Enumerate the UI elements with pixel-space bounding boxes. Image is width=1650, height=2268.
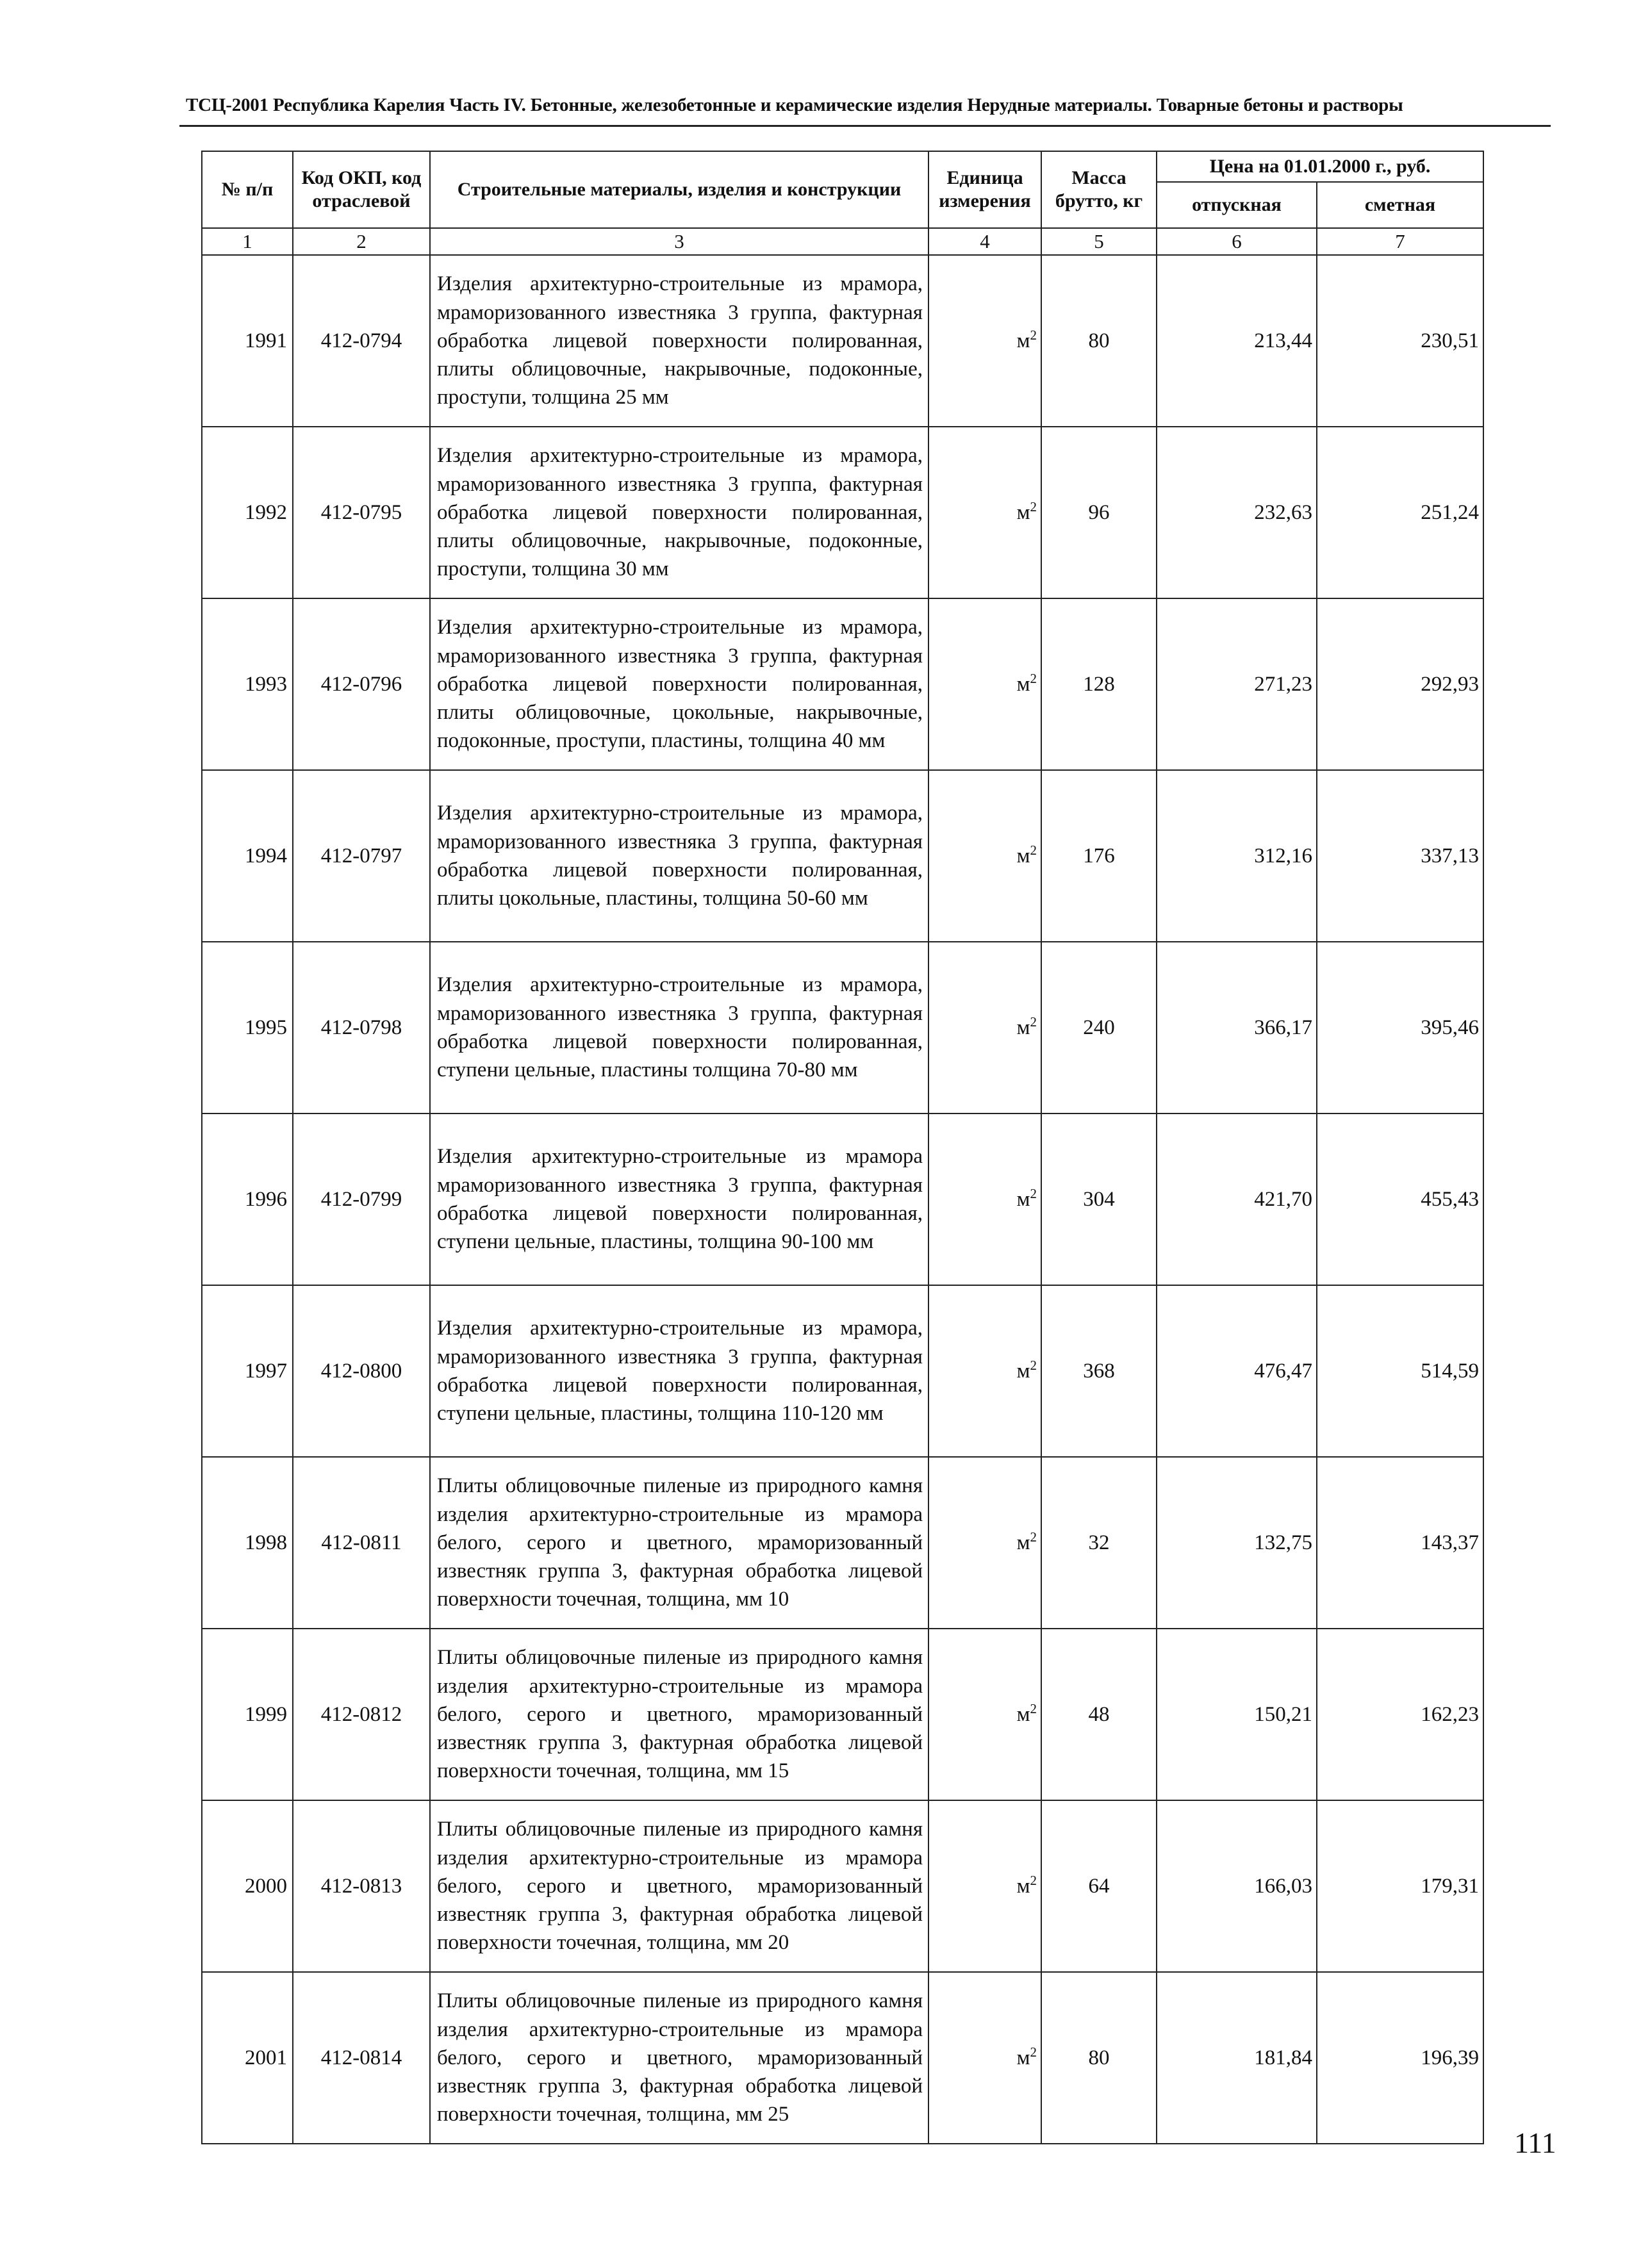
header-mass: Масса брутто, кг [1041,151,1157,228]
row-number: 2001 [202,1972,293,2144]
table-row [202,1629,1483,1800]
column-number: 1 [202,228,293,255]
row-number: 1997 [202,1285,293,1457]
gross-mass: 304 [1041,1113,1157,1285]
price-estimate: 292,93 [1317,598,1483,770]
gross-mass: 128 [1041,598,1157,770]
table-row [202,427,1483,598]
table-row [202,1113,1483,1285]
unit-exponent: 2 [1030,1872,1037,1888]
column-number: 7 [1317,228,1483,255]
header-rule [179,125,1551,127]
gross-mass: 64 [1041,1800,1157,1972]
column-number: 5 [1041,228,1157,255]
unit-exponent: 2 [1030,1529,1037,1545]
unit-base: м [1016,500,1030,524]
unit-cell [928,427,1041,598]
unit-exponent: 2 [1030,2044,1037,2060]
unit-exponent: 2 [1030,670,1037,686]
unit-cell [928,1113,1041,1285]
unit-cell [928,1629,1041,1800]
material-description: Изделия архитектурно-строительные из мрамора, мраморизованного известняка 3 группа, фактурная обработка лицевой поверхности полированная, плиты облицовочные, накрывочные, подоконные, проступи, толщина 25 мм [430,255,928,427]
okp-code: 412-0813 [293,1800,430,1972]
price-estimate: 179,31 [1317,1800,1483,1972]
okp-code: 412-0795 [293,427,430,598]
column-number: 4 [928,228,1041,255]
unit-cell [928,1800,1041,1972]
row-number: 1999 [202,1629,293,1800]
price-wholesale: 213,44 [1157,255,1317,427]
unit-base: м [1016,1359,1030,1383]
unit-base: м [1016,1702,1030,1726]
price-estimate: 196,39 [1317,1972,1483,2144]
column-number: 6 [1157,228,1317,255]
gross-mass: 96 [1041,427,1157,598]
header-price-group: Цена на 01.01.2000 г., руб. [1157,151,1483,182]
price-wholesale: 181,84 [1157,1972,1317,2144]
okp-code: 412-0799 [293,1113,430,1285]
header-price-estimate: сметная [1317,182,1483,228]
material-description: Плиты облицовочные пиленые из природного камня изделия архитектурно-строительные из мрамора белого, серого и цветного, мраморизованный известняк группа 3, фактурная обработка лицевой поверхности точечная, толщина, мм 10 [430,1457,928,1629]
gross-mass: 80 [1041,255,1157,427]
material-description: Плиты облицовочные пиленые из природного камня изделия архитектурно-строительные из мрамора белого, серого и цветного, мраморизованный известняк группа 3, фактурная обработка лицевой поверхности точечная, толщина, мм 15 [430,1629,928,1800]
row-number: 2000 [202,1800,293,1972]
column-number: 3 [430,228,928,255]
okp-code: 412-0794 [293,255,430,427]
unit-base: м [1016,329,1030,352]
unit-base: м [1016,1531,1030,1554]
material-description: Изделия архитектурно-строительные из мрамора, мраморизованного известняка 3 группа, фактурная обработка лицевой поверхности полированная, плиты облицовочные, накрывочные, подоконные, проступи, толщина 30 мм [430,427,928,598]
price-wholesale: 312,16 [1157,770,1317,942]
gross-mass: 32 [1041,1457,1157,1629]
table-row [202,255,1483,427]
row-number: 1993 [202,598,293,770]
material-description: Изделия архитектурно-строительные из мрамора мраморизованного известняка 3 группа, фактурная обработка лицевой поверхности полированная, ступени цельные, пластины, толщина 90-100 мм [430,1113,928,1285]
unit-cell [928,1457,1041,1629]
header-code: Код ОКП, код отраслевой [293,151,430,228]
okp-code: 412-0798 [293,942,430,1113]
header-unit: Единица измерения [928,151,1041,228]
header-name: Строительные материалы, изделия и конструкции [430,151,928,228]
material-description: Изделия архитектурно-строительные из мрамора, мраморизованного известняка 3 группа, фактурная обработка лицевой поверхности полированная, ступени цельные, пластины, толщина 110-120 мм [430,1285,928,1457]
header-num: № п/п [202,151,293,228]
price-wholesale: 271,23 [1157,598,1317,770]
unit-base: м [1016,2046,1030,2069]
price-wholesale: 421,70 [1157,1113,1317,1285]
column-number-row [202,228,1483,255]
price-wholesale: 476,47 [1157,1285,1317,1457]
row-number: 1998 [202,1457,293,1629]
gross-mass: 176 [1041,770,1157,942]
unit-exponent: 2 [1030,1700,1037,1716]
material-description: Изделия архитектурно-строительные из мрамора, мраморизованного известняка 3 группа, фактурная обработка лицевой поверхности полированная, плиты цокольные, пластины, толщина 50-60 мм [430,770,928,942]
gross-mass: 240 [1041,942,1157,1113]
table-row [202,770,1483,942]
okp-code: 412-0800 [293,1285,430,1457]
price-wholesale: 150,21 [1157,1629,1317,1800]
table-body [202,255,1483,2144]
unit-exponent: 2 [1030,498,1037,514]
unit-base: м [1016,844,1030,867]
unit-exponent: 2 [1030,327,1037,343]
row-number: 1995 [202,942,293,1113]
okp-code: 412-0796 [293,598,430,770]
header-price-wholesale: отпускная [1157,182,1317,228]
price-estimate: 337,13 [1317,770,1483,942]
row-number: 1992 [202,427,293,598]
material-description: Изделия архитектурно-строительные из мрамора, мраморизованного известняка 3 группа, фактурная обработка лицевой поверхности полированная, ступени цельные, пластины толщина 70-80 мм [430,942,928,1113]
unit-cell [928,598,1041,770]
table-row [202,1800,1483,1972]
gross-mass: 80 [1041,1972,1157,2144]
price-estimate: 395,46 [1317,942,1483,1113]
table-row [202,598,1483,770]
okp-code: 412-0814 [293,1972,430,2144]
row-number: 1991 [202,255,293,427]
price-estimate: 514,59 [1317,1285,1483,1457]
price-table [201,151,1484,2144]
unit-base: м [1016,672,1030,696]
unit-base: м [1016,1187,1030,1211]
price-wholesale: 166,03 [1157,1800,1317,1972]
okp-code: 412-0811 [293,1457,430,1629]
material-description: Плиты облицовочные пиленые из природного камня изделия архитектурно-строительные из мрамора белого, серого и цветного, мраморизованный известняк группа 3, фактурная обработка лицевой поверхности точечная, толщина, мм 20 [430,1800,928,1972]
running-header: ТСЦ-2001 Республика Карелия Часть IV. Бетонные, железобетонные и керамические изделия Нерудные материалы. Товарные бетоны и растворы [186,95,1403,115]
unit-exponent: 2 [1030,1185,1037,1201]
table-row [202,1285,1483,1457]
okp-code: 412-0797 [293,770,430,942]
table-head [202,151,1483,255]
gross-mass: 48 [1041,1629,1157,1800]
gross-mass: 368 [1041,1285,1157,1457]
unit-cell [928,1285,1041,1457]
unit-base: м [1016,1874,1030,1898]
page-number: 111 [1514,2126,1556,2159]
price-estimate: 251,24 [1317,427,1483,598]
okp-code: 412-0812 [293,1629,430,1800]
unit-cell [928,1972,1041,2144]
row-number: 1994 [202,770,293,942]
price-estimate: 143,37 [1317,1457,1483,1629]
price-wholesale: 366,17 [1157,942,1317,1113]
unit-cell [928,255,1041,427]
table-row [202,1457,1483,1629]
unit-exponent: 2 [1030,842,1037,858]
material-description: Плиты облицовочные пиленые из природного камня изделия архитектурно-строительные из мрамора белого, серого и цветного, мраморизованный известняк группа 3, фактурная обработка лицевой поверхности точечная, толщина, мм 25 [430,1972,928,2144]
price-estimate: 230,51 [1317,255,1483,427]
price-estimate: 162,23 [1317,1629,1483,1800]
table-row [202,942,1483,1113]
unit-cell [928,770,1041,942]
unit-exponent: 2 [1030,1014,1037,1030]
unit-exponent: 2 [1030,1357,1037,1373]
table-row [202,1972,1483,2144]
unit-cell [928,942,1041,1113]
price-wholesale: 232,63 [1157,427,1317,598]
material-description: Изделия архитектурно-строительные из мрамора, мраморизованного известняка 3 группа, фактурная обработка лицевой поверхности полированная, плиты облицовочные, цокольные, накрывочные, подоконные, проступи, пластины, толщина 40 мм [430,598,928,770]
row-number: 1996 [202,1113,293,1285]
price-estimate: 455,43 [1317,1113,1483,1285]
unit-base: м [1016,1015,1030,1039]
price-wholesale: 132,75 [1157,1457,1317,1629]
column-number: 2 [293,228,430,255]
